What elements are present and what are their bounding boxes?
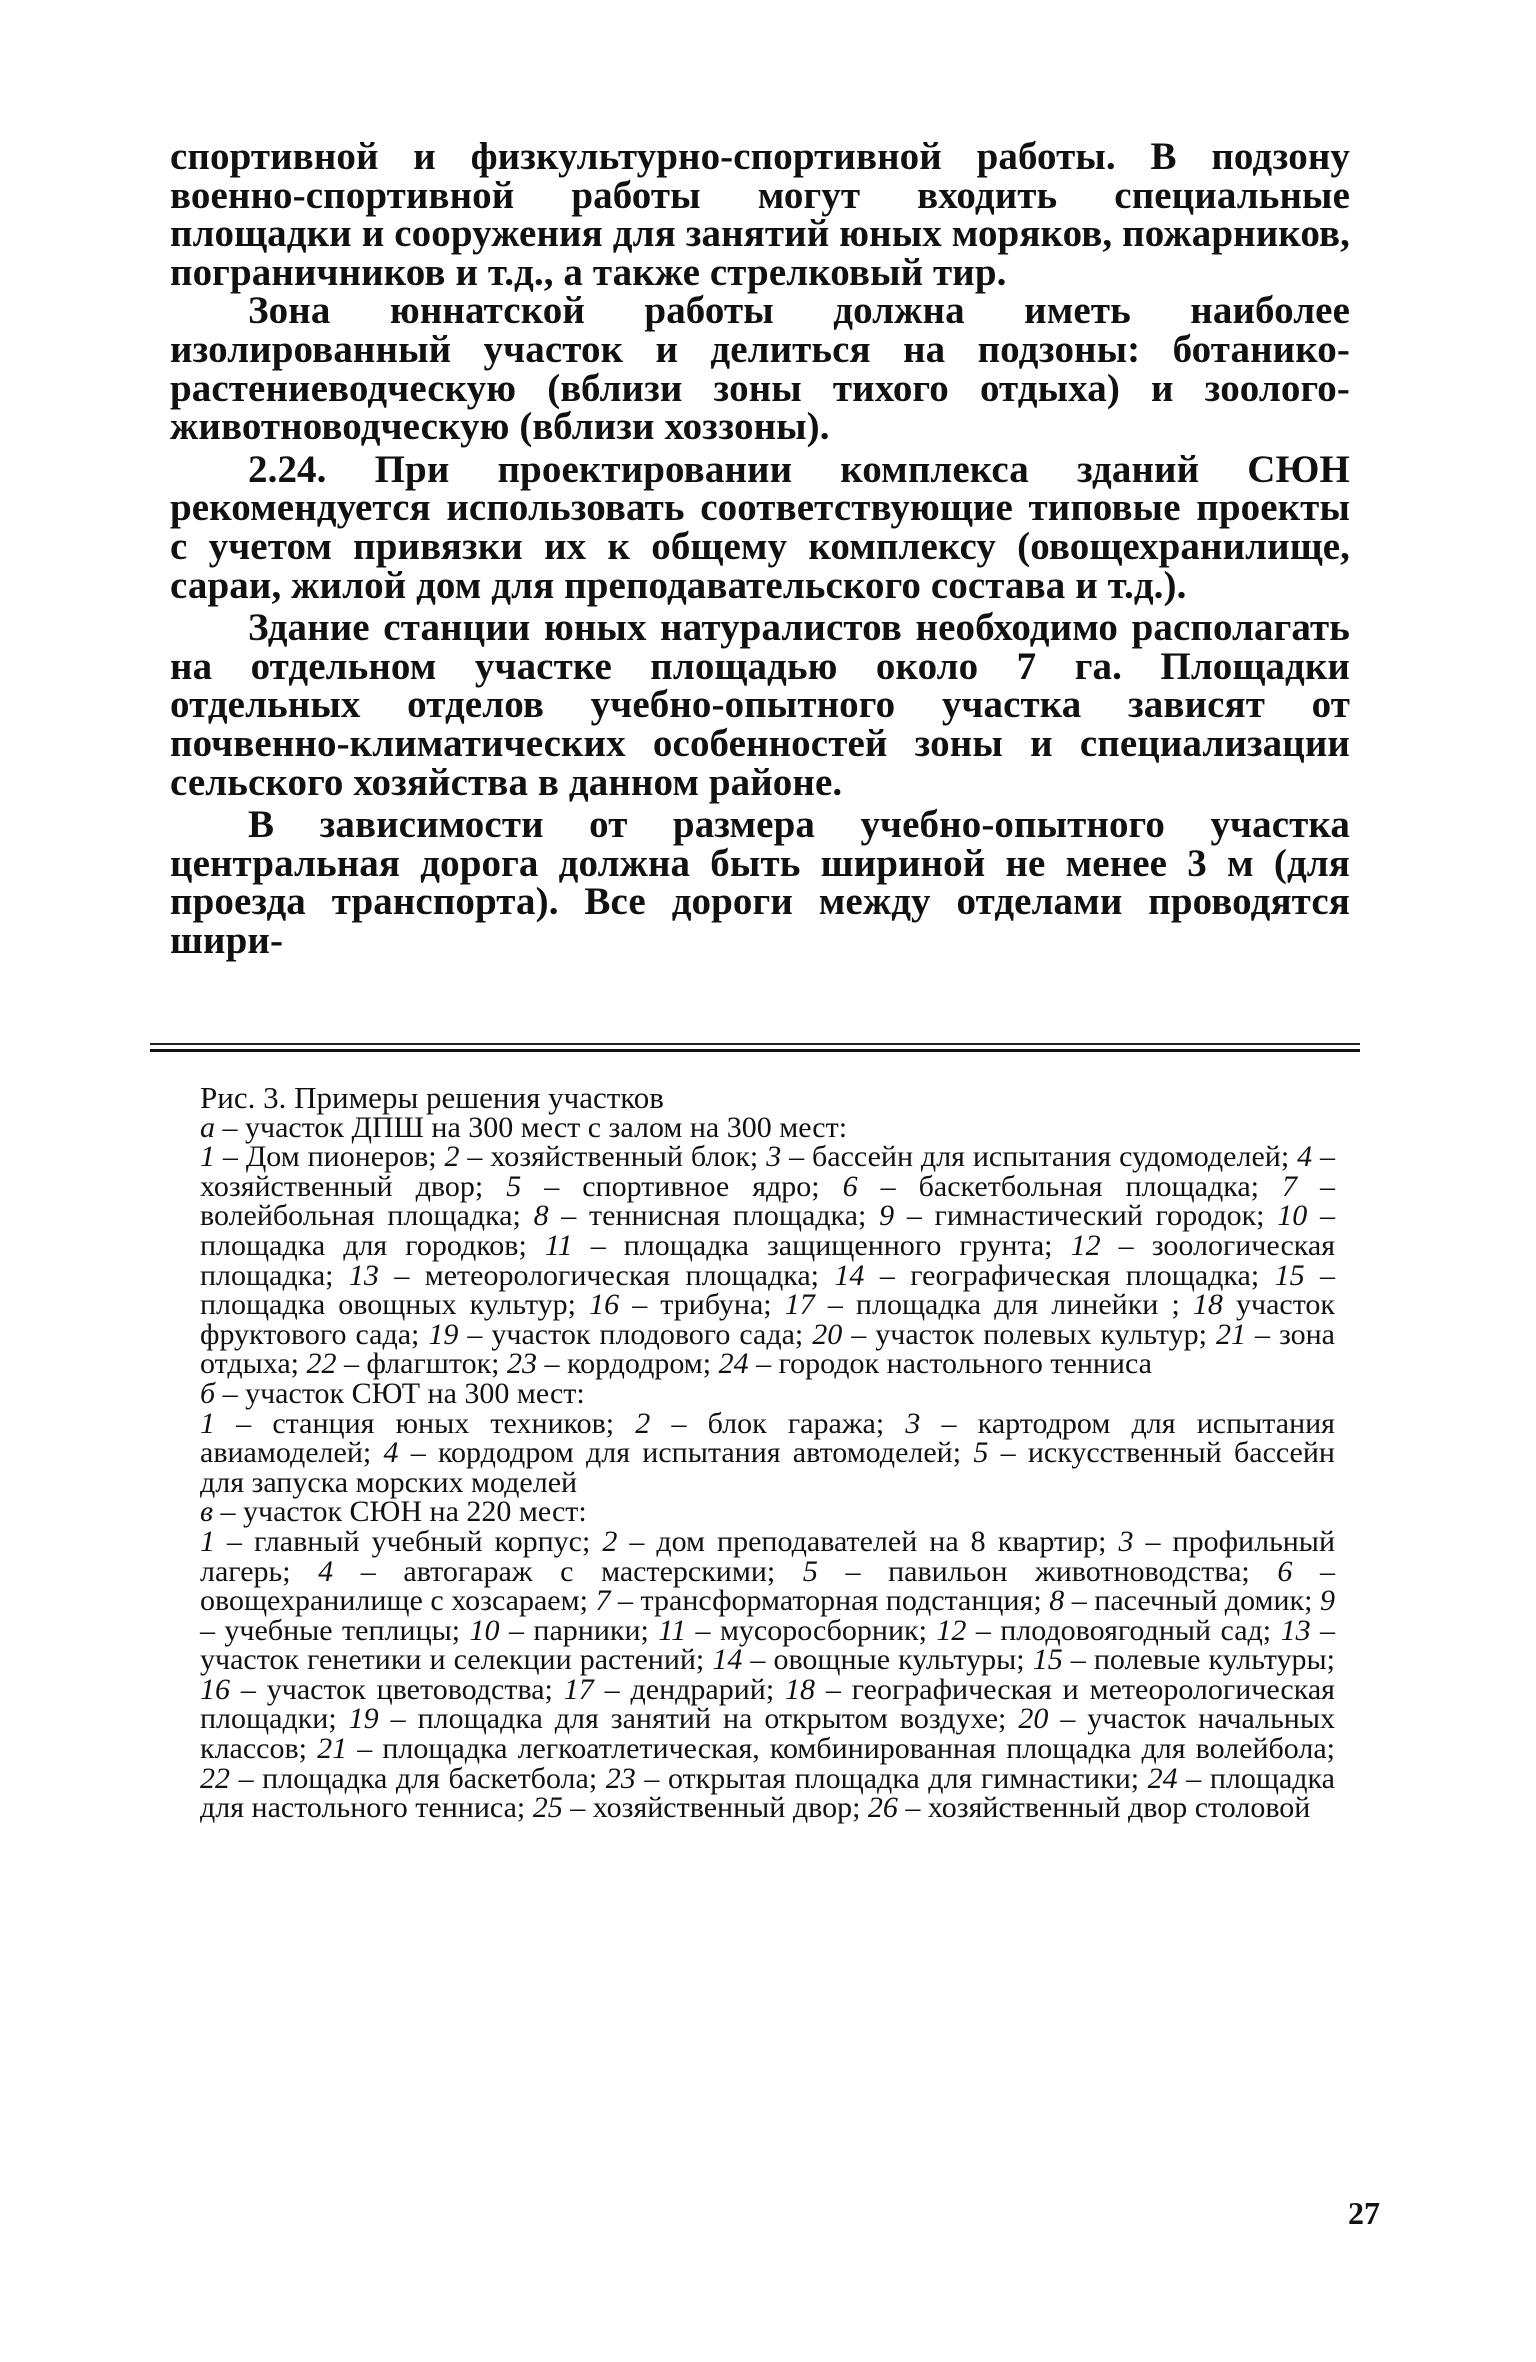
legend-item	[602, 1525, 1118, 1558]
legend-number: 17	[563, 1672, 594, 1706]
legend-text: – географическая площадка;	[864, 1258, 1275, 1292]
legend-text: – овощехранилище с хозсараем;	[200, 1554, 1335, 1618]
legend-item	[635, 1407, 905, 1440]
section-letter: в	[200, 1495, 214, 1529]
legend-number: 4	[1297, 1140, 1313, 1174]
legend-item	[719, 1347, 1152, 1380]
legend-number: 24	[718, 1347, 749, 1381]
legend-text: – кордодром для испытания автомоделей;	[398, 1436, 974, 1470]
legend-number: 8	[533, 1199, 549, 1233]
legend-number: 1	[200, 1140, 215, 1174]
legend-text: – площадка для занятий на открытом воздухе;	[378, 1702, 1019, 1736]
legend-item	[936, 1614, 1280, 1647]
legend-text: – площадка защищенного грунта;	[572, 1228, 1071, 1262]
legend-item	[533, 1791, 868, 1824]
legend-text: – хозяйственный двор столовой	[897, 1791, 1311, 1825]
legend-item	[317, 1732, 1335, 1765]
legend-number: 1	[200, 1524, 215, 1558]
legend-text: – хозяйственный блок;	[459, 1140, 767, 1174]
legend-item	[606, 1762, 1148, 1795]
legend-text: – дендрарий;	[593, 1672, 786, 1706]
legend-number: 26	[867, 1791, 898, 1825]
section-letter: б	[200, 1376, 216, 1410]
legend-text: – мусоросборник;	[686, 1613, 937, 1647]
legend-text: – участок полевых культур;	[842, 1317, 1216, 1351]
legend-number: 7	[595, 1584, 611, 1618]
paragraph-1: спортивной и физкультурно-спортивной работы. В подзону военно-спортивной работы могут входить специальные площадки и сооружения для занятий юных моряков, пожарников, пограничников и т.д., а также стрелковый тир.	[170, 135, 1350, 294]
legend-item	[428, 1318, 812, 1351]
legend-text: – кордодром;	[537, 1347, 719, 1381]
legend-number: 9	[879, 1199, 895, 1233]
paragraph-5: В зависимости от размера учебно-опытного участка центральная дорога должна быть шириной не менее 3 м (для проезда транспорта). Все дороги между отделами проводятся шири-	[170, 803, 1350, 962]
legend-number: 10	[469, 1613, 500, 1647]
divider-thick	[150, 1049, 1360, 1052]
legend-number: 13	[348, 1258, 379, 1292]
legend-item	[879, 1199, 1277, 1232]
legend-number: 4	[318, 1554, 334, 1588]
legend-number: 1	[200, 1406, 215, 1440]
legend-item	[349, 1259, 835, 1292]
legend-text: – бассейн для испытания судомоделей;	[781, 1140, 1298, 1174]
section-heading-text: – участок ДПШ на 300 мест с залом на 300 мест:	[215, 1110, 848, 1144]
caption-legend-list	[200, 1142, 1335, 1379]
legend-text: – профильный лагерь;	[200, 1524, 1336, 1588]
legend-text: – участок генетики и селекции растений;	[200, 1613, 1335, 1677]
caption-sections	[200, 1110, 1336, 1825]
legend-text: – овощные культуры;	[742, 1643, 1033, 1677]
legend-text: – трансформаторная подстанция;	[610, 1584, 1050, 1618]
legend-text: – павильон животноводства;	[817, 1554, 1278, 1588]
legend-item	[445, 1140, 767, 1173]
legend-text: – учебные теплицы;	[200, 1613, 470, 1647]
legend-item	[812, 1318, 1216, 1351]
legend-text: участок фруктового сада;	[200, 1288, 1335, 1351]
caption-section-heading	[200, 1497, 1335, 1527]
legend-item	[803, 1555, 1278, 1588]
legend-item	[785, 1288, 1193, 1321]
legend-number: 5	[973, 1436, 989, 1470]
legend-number: 23	[605, 1761, 636, 1795]
legend-text: – Дом пионеров;	[215, 1140, 445, 1174]
legend-item	[200, 1762, 606, 1795]
legend-number: 11	[544, 1228, 573, 1262]
legend-number: 18	[785, 1672, 816, 1706]
legend-item	[470, 1614, 659, 1647]
legend-item	[200, 1140, 445, 1173]
legend-text: – метеорологическая площадка;	[378, 1258, 835, 1292]
legend-text: – зоологическая площадка;	[200, 1228, 1336, 1292]
caption-legend-list	[200, 1524, 1336, 1825]
legend-number: 20	[1018, 1702, 1049, 1736]
legend-item	[834, 1259, 1274, 1292]
legend-number: 6	[842, 1169, 858, 1203]
figure-caption	[200, 1080, 1336, 1825]
caption-title: Рис. 3. Примеры решения участков	[200, 1080, 664, 1115]
caption-legend-list	[200, 1406, 1335, 1499]
legend-number: 3	[905, 1406, 921, 1440]
legend-number: 13	[1280, 1613, 1311, 1647]
legend-item	[349, 1702, 1019, 1735]
legend-item	[1049, 1584, 1320, 1617]
legend-number: 21	[317, 1732, 348, 1766]
legend-item	[200, 1673, 564, 1706]
legend-text: – хозяйственный двор;	[200, 1140, 1336, 1203]
legend-text: – дом преподавателей на 8 квартир;	[617, 1524, 1119, 1558]
legend-number: 24	[1147, 1761, 1178, 1795]
section-heading-text: – участок СЮН на 220 мест:	[213, 1495, 587, 1529]
legend-text: – открытая площадка для гимнастики;	[635, 1761, 1148, 1795]
legend-text: – зона отдыха;	[200, 1317, 1335, 1381]
section-letter: а	[200, 1110, 215, 1144]
legend-text: – флагшток;	[336, 1347, 508, 1381]
legend-number: 11	[658, 1613, 687, 1647]
legend-number: 5	[506, 1169, 522, 1203]
page-number: 27	[1348, 2195, 1380, 2231]
legend-text: – станция юных техников;	[215, 1406, 636, 1440]
legend-item	[383, 1436, 973, 1469]
legend-number: 3	[1118, 1524, 1134, 1558]
legend-number: 8	[1049, 1584, 1065, 1618]
legend-number: 20	[812, 1317, 843, 1351]
legend-number: 6	[1277, 1554, 1293, 1588]
legend-number: 15	[1032, 1643, 1063, 1677]
legend-text: – площадка для настольного тенниса;	[200, 1761, 1335, 1825]
legend-text: – хозяйственный двор;	[562, 1791, 868, 1825]
legend-number: 10	[1277, 1199, 1308, 1233]
legend-number: 22	[200, 1761, 230, 1795]
legend-text: – искусственный бассейн для запуска морских моделей	[200, 1436, 1335, 1499]
legend-number: 2	[602, 1524, 618, 1558]
legend-text: – волейбольная площадка;	[200, 1169, 1336, 1233]
legend-number: 16	[589, 1288, 620, 1322]
legend-text: – участок цветоводства;	[230, 1672, 564, 1706]
caption-section-heading	[200, 1376, 1335, 1410]
legend-number: 19	[348, 1702, 379, 1736]
legend-text: – трибуна;	[619, 1288, 785, 1322]
legend-text: – участок начальных классов;	[200, 1702, 1335, 1766]
legend-number: 17	[784, 1288, 815, 1322]
legend-number: 4	[383, 1436, 399, 1470]
legend-number: 18	[1192, 1288, 1223, 1322]
legend-item	[712, 1643, 1032, 1676]
legend-item	[506, 1170, 842, 1203]
legend-number: 12	[936, 1613, 967, 1647]
legend-text: – блок гаража;	[650, 1406, 906, 1440]
legend-number: 19	[428, 1317, 459, 1351]
paragraph-2: Зона юннатской работы должна иметь наиболее изолированный участок и делиться на подзоны: ботанико-растениеводческую (вблизи зоны тихого отдыха) и зоолого-животноводческую (вблизи хоззоны).	[170, 289, 1350, 449]
legend-number: 7	[1282, 1169, 1297, 1203]
legend-text: – полевые культуры;	[1062, 1643, 1336, 1677]
legend-item	[318, 1555, 803, 1588]
legend-item	[868, 1791, 1310, 1824]
legend-number: 2	[635, 1406, 651, 1440]
legend-item	[200, 1407, 635, 1440]
legend-number: 2	[444, 1140, 460, 1174]
legend-item	[534, 1199, 880, 1232]
legend-number: 16	[200, 1672, 230, 1706]
legend-text: – спортивное ядро;	[521, 1169, 843, 1203]
legend-item	[595, 1584, 1049, 1617]
legend-text: – географическая и метеорологическая площадки;	[200, 1672, 1335, 1736]
legend-number: 25	[532, 1791, 563, 1825]
legend-text: – гимнастический городок;	[894, 1199, 1278, 1233]
legend-number: 5	[802, 1554, 818, 1588]
legend-text: – главный учебный корпус;	[215, 1524, 603, 1558]
legend-text: – теннисная площадка;	[548, 1199, 880, 1233]
legend-number: 3	[766, 1140, 782, 1174]
legend-number: 12	[1070, 1228, 1101, 1262]
legend-text: – площадка легкоатлетическая, комбинированная площадка для волейбола;	[347, 1732, 1335, 1766]
legend-number: 15	[1274, 1258, 1305, 1292]
legend-text: – парники;	[499, 1613, 659, 1647]
legend-text: – площадка для городков;	[200, 1199, 1336, 1262]
paragraph-3: 2.24. При проектировании комплекса зданий СЮН рекомендуется использовать соответствующие типовые проекты с учетом привязки их к общему комплексу (овощехранилище, сараи, жилой дом для преподавательского состава и т.д.).	[170, 447, 1350, 607]
legend-text: – картодром для испытания авиамоделей;	[200, 1406, 1335, 1470]
legend-text: – плодовоягодный сад;	[966, 1613, 1281, 1647]
legend-text: – пасечный домик;	[1064, 1584, 1320, 1618]
legend-text: – участок плодового сада;	[458, 1317, 813, 1351]
legend-text: – площадка для баскетбола;	[230, 1761, 606, 1795]
legend-item	[766, 1140, 1297, 1173]
legend-text: – городок настольного тенниса	[748, 1347, 1152, 1381]
caption-section-heading	[200, 1110, 1335, 1144]
legend-text: – площадка овощных культур;	[200, 1258, 1336, 1322]
legend-item	[658, 1614, 936, 1647]
legend-item	[1033, 1643, 1335, 1676]
legend-number: 14	[712, 1643, 743, 1677]
legend-item	[507, 1347, 719, 1380]
legend-number: 22	[306, 1347, 337, 1381]
legend-number: 21	[1215, 1317, 1246, 1351]
legend-text: – площадка для линейки ;	[814, 1288, 1193, 1322]
divider-thin	[150, 1043, 1360, 1045]
legend-number: 14	[834, 1258, 865, 1292]
legend-item	[564, 1673, 785, 1706]
paragraph-4: Здание станции юных натуралистов необходимо располагать на отдельном участке площадью около 7 га. Площадки отдельных отделов учебно-опытного участка зависят от почвенно-климатических особенностей зоны и специализации сельского хозяйства в данном районе.	[170, 606, 1350, 804]
legend-item	[200, 1525, 602, 1558]
legend-text: – автогараж с мастерскими;	[333, 1554, 803, 1588]
legend-item	[843, 1170, 1282, 1203]
legend-item	[589, 1288, 785, 1321]
legend-text: – баскетбольная площадка;	[857, 1169, 1282, 1203]
body-text	[170, 135, 1350, 962]
section-heading-text: – участок СЮТ на 300 мест:	[215, 1376, 585, 1410]
legend-item	[545, 1229, 1071, 1262]
legend-number: 9	[1320, 1584, 1335, 1618]
legend-number: 23	[507, 1347, 538, 1381]
legend-item	[307, 1347, 508, 1380]
